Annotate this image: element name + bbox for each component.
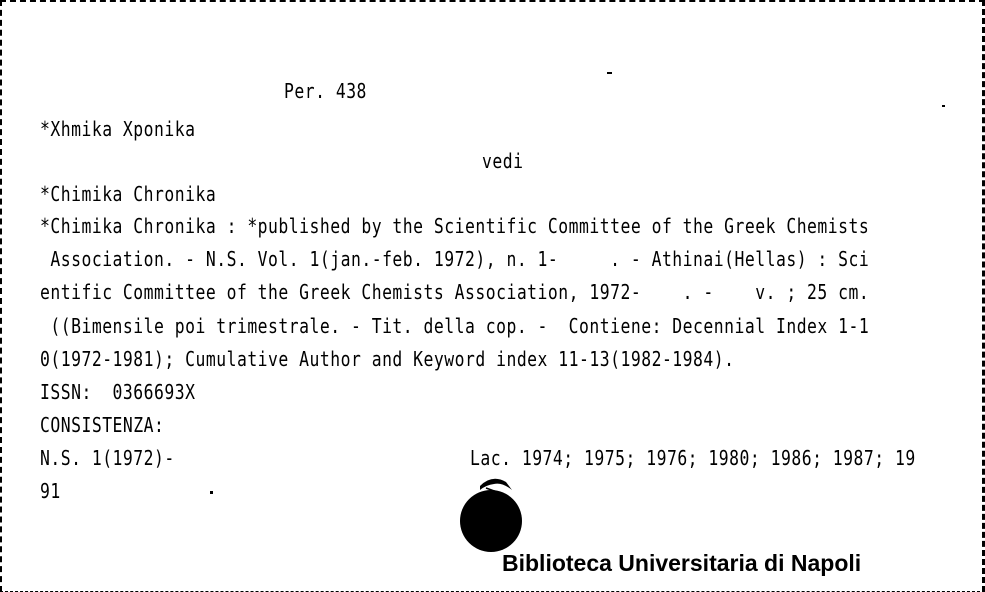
holdings-series: N.S. 1(1972)- [40, 446, 175, 470]
description-line: entific Committee of the Greek Chemists Association, 1972- . - v. ; 25 cm. [40, 280, 870, 304]
library-name: Biblioteca Universitaria di Napoli [502, 550, 862, 576]
shelfmark: Per. 438 [284, 79, 367, 103]
holdings-label: CONSISTENZA: [40, 413, 165, 437]
heading-greek: *Xhmika Xponika [40, 117, 196, 141]
speck [210, 491, 213, 494]
heading-latin: *Chimika Chronika [40, 182, 217, 206]
lacunae-continuation: 91 [40, 479, 61, 503]
description-line: *Chimika Chronika : *published by the Scientific Committee of the Greek Chemists [40, 214, 870, 238]
speck [942, 105, 945, 107]
description-line: ((Bimensile poi trimestrale. - Tit. della cop. - Contiene: Decennial Index 1-1 [40, 314, 870, 338]
lacunae: Lac. 1974; 1975; 1976; 1980; 1986; 1987; 19 [470, 446, 916, 470]
speck [607, 72, 612, 74]
description-line: Association. - N.S. Vol. 1(jan.-feb. 1972), n. 1- . - Athinai(Hellas) : Sci [40, 247, 870, 271]
issn: ISSN: 0366693X [40, 380, 196, 404]
see-reference-label: vedi [482, 149, 524, 173]
description-line: 0(1972-1981); Cumulative Author and Keyword index 11-13(1982-1984). [40, 347, 735, 371]
library-logo-icon [458, 472, 528, 552]
